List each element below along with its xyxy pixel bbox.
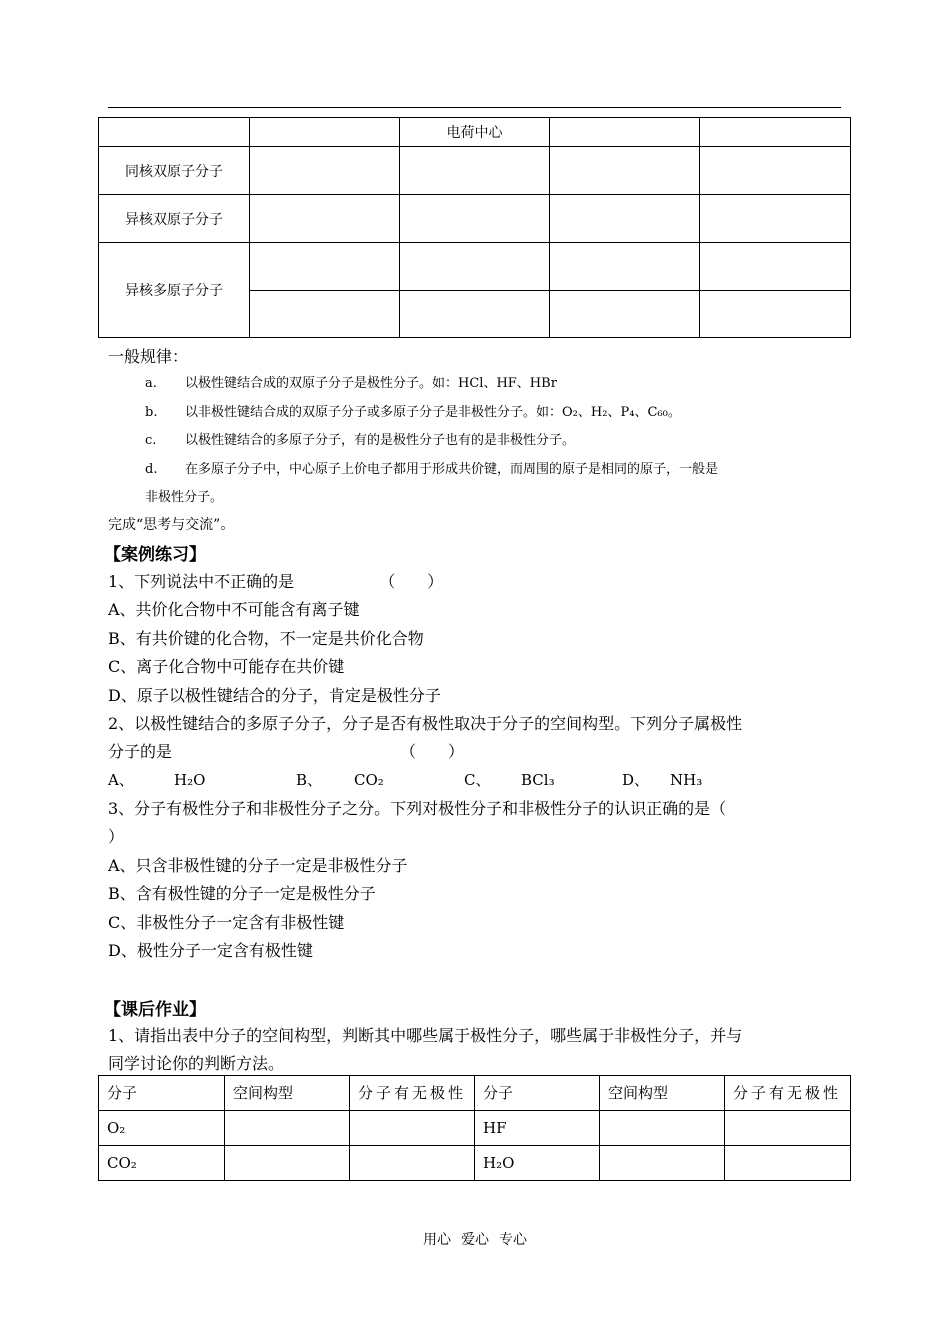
table-cell [700,243,851,291]
table-row [99,243,851,291]
table-cell: O₂ [99,1111,225,1146]
option-label: A、 [108,771,134,789]
q3-option-d: D、极性分子一定含有极性键 [108,941,313,960]
table-cell [725,1146,851,1181]
rule-text: 在多原子分子中，中心原子上价电子都用于形成共价键，而周围的原子是相同的原子，一般是 [185,462,719,477]
table-cell [99,118,250,147]
table-cell [250,195,400,243]
complete-note: 完成“思考与交流”。 [108,517,235,533]
row-label: 异核双原子分子 [99,195,250,243]
rule-b: b. 以非极性键结合成的双原子分子或多原子分子是非极性分子。如：O₂、H₂、P₄、C₆₀。 [145,405,681,420]
table-cell [250,147,400,195]
page-footer [0,1229,950,1249]
q2-stem-text: 分子的是 [108,742,173,761]
q2-options [108,769,702,790]
rule-label: c. [145,433,157,448]
table-row [99,118,851,147]
molecule-polarity-table [98,1075,851,1181]
table-cell: 电荷中心 [400,118,550,147]
q1-option-b: B、有共价键的化合物，不一定是共价化合物 [108,629,424,648]
table-cell: CO₂ [99,1146,225,1181]
q1-stem-text: 1、下列说法中不正确的是 [108,572,295,591]
table-cell [250,243,400,291]
table-cell [400,243,550,291]
q2-stem-line2 [108,739,464,762]
column-header: 空间构型 [600,1076,725,1111]
option-label: D、 [622,771,650,789]
q3-option-a: A、只含非极性键的分子一定是非极性分子 [108,856,408,875]
q1-option-c: C、离子化合物中可能存在共价键 [108,657,345,676]
option-formula: BCl₃ [521,771,555,789]
table-cell [550,291,700,338]
table-row [99,1111,851,1146]
table-cell [350,1146,475,1181]
homework-heading: 【课后作业】 [104,1000,206,1020]
homework-q1-line2: 同学讨论你的判断方法。 [108,1054,285,1073]
rule-text: 以极性键结合成的双原子分子是极性分子。如：HCl、HF、HBr [185,376,557,391]
table-row [99,1146,851,1181]
table-header-row [99,1076,851,1111]
rule-label: d. [145,462,158,477]
table-cell [225,1146,350,1181]
table-cell [550,118,700,147]
answer-paren: （ ） [379,572,444,591]
table-cell [400,195,550,243]
option-formula: CO₂ [354,771,384,789]
q3-option-b: B、含有极性键的分子一定是极性分子 [108,884,376,903]
footer-word: 用心 [423,1232,451,1248]
column-header: 分子有无极性 [350,1076,475,1111]
rule-label: b. [145,405,158,420]
rule-text: 以非极性键结合成的双原子分子或多原子分子是非极性分子。如： [185,405,563,420]
formula: H₂ [590,405,608,420]
formula: P₄ [620,405,635,420]
rule-d-cont: 非极性分子。 [145,490,224,505]
q3-stem-line2: ） [108,827,125,846]
formula: O₂ [562,405,578,420]
q3-stem-line1: 3、分子有极性分子和非极性分子之分。下列对极性分子和非极性分子的认识正确的是（ [108,799,727,818]
rule-d [145,458,718,477]
table-cell [700,195,851,243]
table-cell [725,1111,851,1146]
rule-a [145,372,557,391]
rule-text: 以极性键结合的多原子分子，有的是极性分子也有的是非极性分子。 [185,433,576,448]
footer-word: 专心 [499,1232,527,1248]
q3-option-c: C、非极性分子一定含有非极性键 [108,913,345,932]
table-cell [700,147,851,195]
option-label: B、 [296,771,323,789]
table-cell [550,243,700,291]
column-header: 分子 [99,1076,225,1111]
table-cell [550,147,700,195]
option-label: C、 [464,771,491,789]
table-cell: H₂O [475,1146,600,1181]
table-cell [700,118,851,147]
table-cell [250,291,400,338]
charge-center-table [98,117,851,338]
table-cell [350,1111,475,1146]
rule-label: a. [145,376,157,391]
formula: C₆₀ [647,405,668,420]
homework-q1-line1: 1、请指出表中分子的空间构型，判断其中哪些属于极性分子，哪些属于非极性分子，并与 [108,1026,743,1045]
q2-stem-line1: 2、以极性键结合的多原子分子，分子是否有极性取决于分子的空间构型。下列分子属极性 [108,714,743,733]
column-header: 空间构型 [225,1076,350,1111]
table-cell [600,1146,725,1181]
row-label: 同核双原子分子 [99,147,250,195]
footer-word: 爱心 [461,1232,489,1248]
rule-c [145,429,575,448]
table-cell [250,118,400,147]
table-cell [400,291,550,338]
case-practice-heading: 【案例练习】 [104,545,206,565]
table-cell [225,1111,350,1146]
column-header: 分子 [475,1076,600,1111]
q1-option-d: D、原子以极性键结合的分子，肯定是极性分子 [108,686,441,705]
table-row [99,195,851,243]
option-formula: NH₃ [670,771,703,789]
answer-paren: （ ） [400,742,465,761]
table-row [99,147,851,195]
header-rule [108,107,841,108]
rule-text-end: 。 [667,405,681,420]
table-cell: HF [475,1111,600,1146]
option-formula: H₂O [174,771,206,789]
table-cell [400,147,550,195]
q1-stem [108,569,443,592]
table-cell [600,1111,725,1146]
table-cell [550,195,700,243]
row-label: 异核多原子分子 [99,243,250,338]
rules-title: 一般规律： [108,347,189,366]
q1-option-a: A、共价化合物中不可能含有离子键 [108,600,360,619]
table-cell [700,291,851,338]
column-header: 分子有无极性 [725,1076,851,1111]
